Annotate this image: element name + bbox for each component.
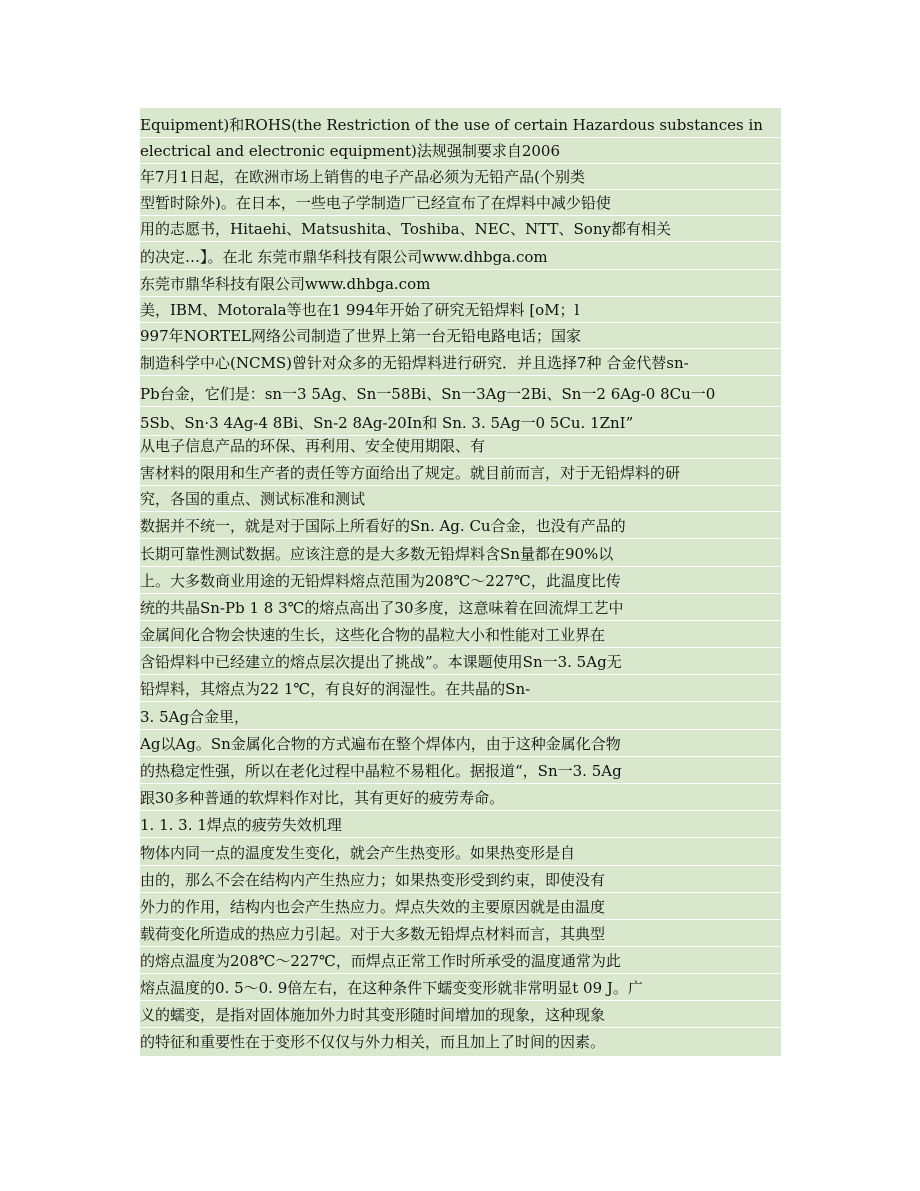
section-heading: 1. 1. 3. 1焊点的疲劳失效机理 [140,812,781,838]
text-line: 害材料的限用和生产者的责任等方面给出了规定。就目前而言，对于无铅焊料的研 [140,460,781,486]
text-line: 外力的作用，结构内也会产生热应力。焊点失效的主要原因就是由温度 [140,894,781,920]
text-line: 义的蠕变，是指对固体施加外力时其变形随时间增加的现象，这种现象 [140,1002,781,1028]
text-line: Equipment)和ROHS(the Restriction of the use of certain Hazardous substances in [140,112,781,138]
text-line: 长期可靠性测试数据。应该注意的是大多数无铅焊料含Sn量都在90%以 [140,541,781,567]
text-line: 美，IBM、Motorala等也在1 994年开始了研究无铅焊料 [oM；l [140,297,781,323]
text-line: 型暂时除外)。在日本，一些电子学制造厂已经宣布了在焊料中减少铅使 [140,190,781,216]
text-line: 东莞市鼎华科技有限公司www.dhbga.com [140,271,781,297]
text-line: 含铅焊料中已经建立的熔点层次提出了挑战”。本课题使用Sn一3. 5Ag无 [140,649,781,675]
text-line: 载荷变化所造成的热应力引起。对于大多数无铅焊点材料而言，其典型 [140,921,781,947]
text-line: 物体内同一点的温度发生变化，就会产生热变形。如果热变形是自 [140,840,781,866]
text-line: 由的，那么不会在结构内产生热应力；如果热变形受到约束，即使没有 [140,867,781,893]
text-line: 997年NORTEL网络公司制造了世界上第一台无铅电路电话；国家 [140,323,781,349]
text-line: 的决定…】。在北 东莞市鼎华科技有限公司www.dhbga.com [140,244,781,270]
text-line: 3. 5Ag合金里， [140,704,781,730]
text-line: 铅焊料，其熔点为22 1℃，有良好的润湿性。在共晶的Sn- [140,676,781,702]
text-line: Pb台金，它们是：sn一3 5Ag、Sn一58Bi、Sn一3Ag一2Bi、Sn一2 6Ag-0 8Cu一0 [140,381,781,407]
text-line: 跟30多种普通的软焊料作对比，其有更好的疲劳寿命。 [140,785,781,811]
text-line: 上。大多数商业用途的无铅焊料熔点范围为208℃～227℃，此温度比传 [140,568,781,594]
text-line: 的熔点温度为208℃～227℃，而焊点正常工作时所承受的温度通常为此 [140,948,781,974]
text-line: 金属间化合物会快速的生长，这些化合物的晶粒大小和性能对工业界在 [140,622,781,648]
text-line: 制造科学中心(NCMS)曾针对众多的无铅焊料进行研究．并且选择7种 合金代替sn- [140,350,781,376]
text-line: 统的共晶Sn-Pb 1 8 3℃的熔点高出了30多度，这意味着在回流焊工艺中 [140,595,781,621]
text-line: 的特征和重要性在于变形不仅仅与外力相关，而且加上了时间的因素。 [140,1033,606,1051]
text-line: Ag以Ag。Sn金属化合物的方式遍布在整个焊体内，由于这种金属化合物 [140,731,781,757]
text-line: 熔点温度的0. 5～0. 9倍左右，在这种条件下蠕变变形就非常明显t 09 J。广 [140,975,781,1001]
text-line: 从电子信息产品的环保、再利用、安全使用期限、有 [140,433,781,459]
text-line: 年7月1日起，在欧洲市场上销售的电子产品必须为无铅产品(个别类 [140,164,781,190]
text-line: 数据并不统一，就是对于国际上所看好的Sn. Ag. Cu合金，也没有产品的 [140,513,781,539]
text-line: 的热稳定性强，所以在老化过程中晶粒不易粗化。据报道“，Sn一3. 5Ag [140,758,781,784]
text-line: 5Sb、Sn·3 4Ag-4 8Bi、Sn-2 8Ag-20In和 Sn. 3. 5Ag一0 5Cu. 1ZnI” [140,410,781,436]
text-line: electrical and electronic equipment)法规强制要求自2006 [140,138,781,164]
text-line: 用的志愿书，Hitaehi、Matsushita、Toshiba、NEC、NTT、Sony都有相关 [140,216,781,242]
text-line: 究，各国的重点、测试标准和测试 [140,486,781,512]
